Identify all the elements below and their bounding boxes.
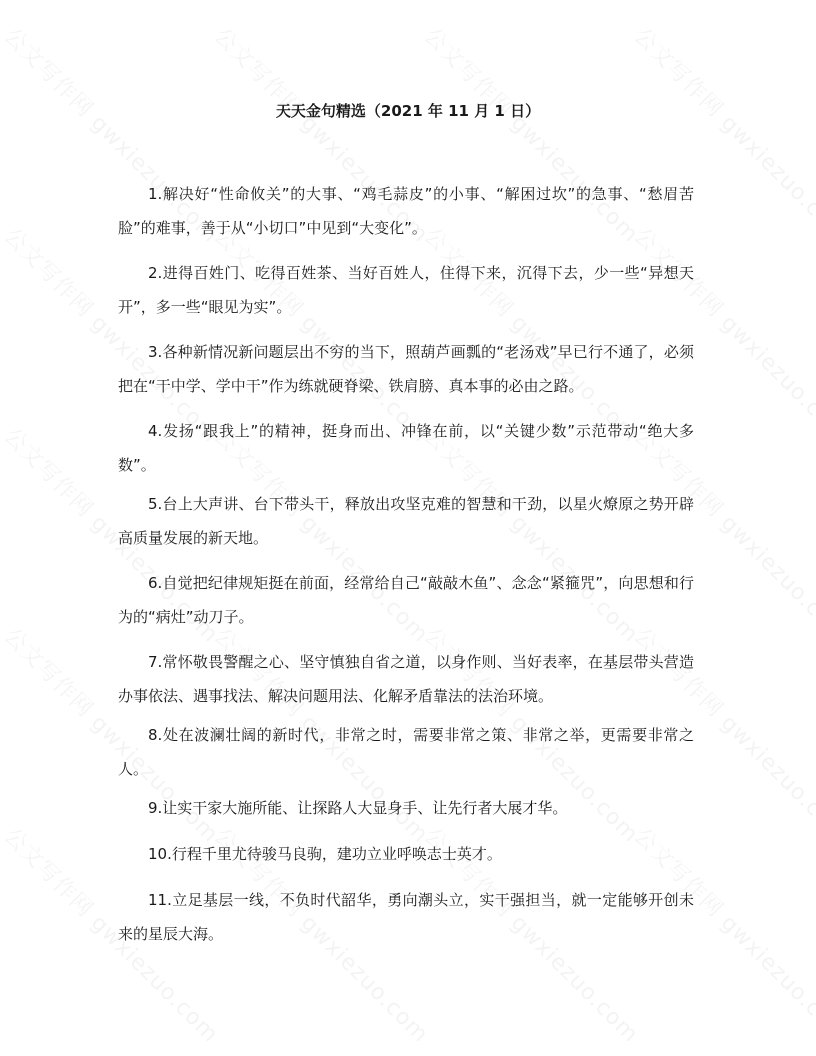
quote-item-6: 6.自觉把纪律规矩挺在前面，经常给自己“敲敲木鱼”、念念“紧箍咒”，向思想和行为的“病灶”动刀子。: [118, 574, 694, 626]
quote-item-5: 5.台上大声讲、台下带头干，释放出攻坚克难的智慧和干劲，以星火燎原之势开辟高质量发展的新天地。: [118, 495, 694, 547]
quote-item-8: 8.处在波澜壮阔的新时代，非常之时，需要非常之策、非常之举，更需要非常之人。: [118, 726, 694, 778]
quote-item-4: 4.发扬“跟我上”的精神，挺身而出、冲锋在前，以“关键少数”示范带动“绝大多数”。: [118, 422, 694, 474]
quote-item-1: 1.解决好“性命攸关”的大事、“鸡毛蒜皮”的小事、“解困过坎”的急事、“愁眉苦脸”的难事，善于从“小切口”中见到“大变化”。: [118, 185, 694, 237]
quote-item-10: 10.行程千里尤待骏马良驹，建功立业呼唤志士英才。: [148, 845, 502, 863]
quote-item-2: 2.进得百姓门、吃得百姓茶、当好百姓人，住得下来，沉得下去，少一些“异想天开”，多一些“眼见为实”。: [118, 264, 694, 316]
document-title: 天天金句精选（2021 年 11 月 1 日）: [275, 102, 541, 120]
quote-item-7: 7.常怀敬畏警醒之心、坚守慎独自省之道，以身作则、当好表率，在基层带头营造办事依法、遇事找法、解决问题用法、化解矛盾靠法的法治环境。: [118, 653, 694, 705]
quote-item-11: 11.立足基层一线，不负时代韶华，勇向潮头立，实干强担当，就一定能够开创未来的星辰大海。: [118, 891, 694, 943]
quote-item-3: 3.各种新情况新问题层出不穷的当下，照葫芦画瓢的“老汤戏”早已行不通了，必须把在“干中学、学中干”作为练就硬脊梁、铁肩膀、真本事的必由之路。: [118, 343, 694, 395]
quote-item-9: 9.让实干家大施所能、让探路人大显身手、让先行者大展才华。: [148, 799, 568, 817]
